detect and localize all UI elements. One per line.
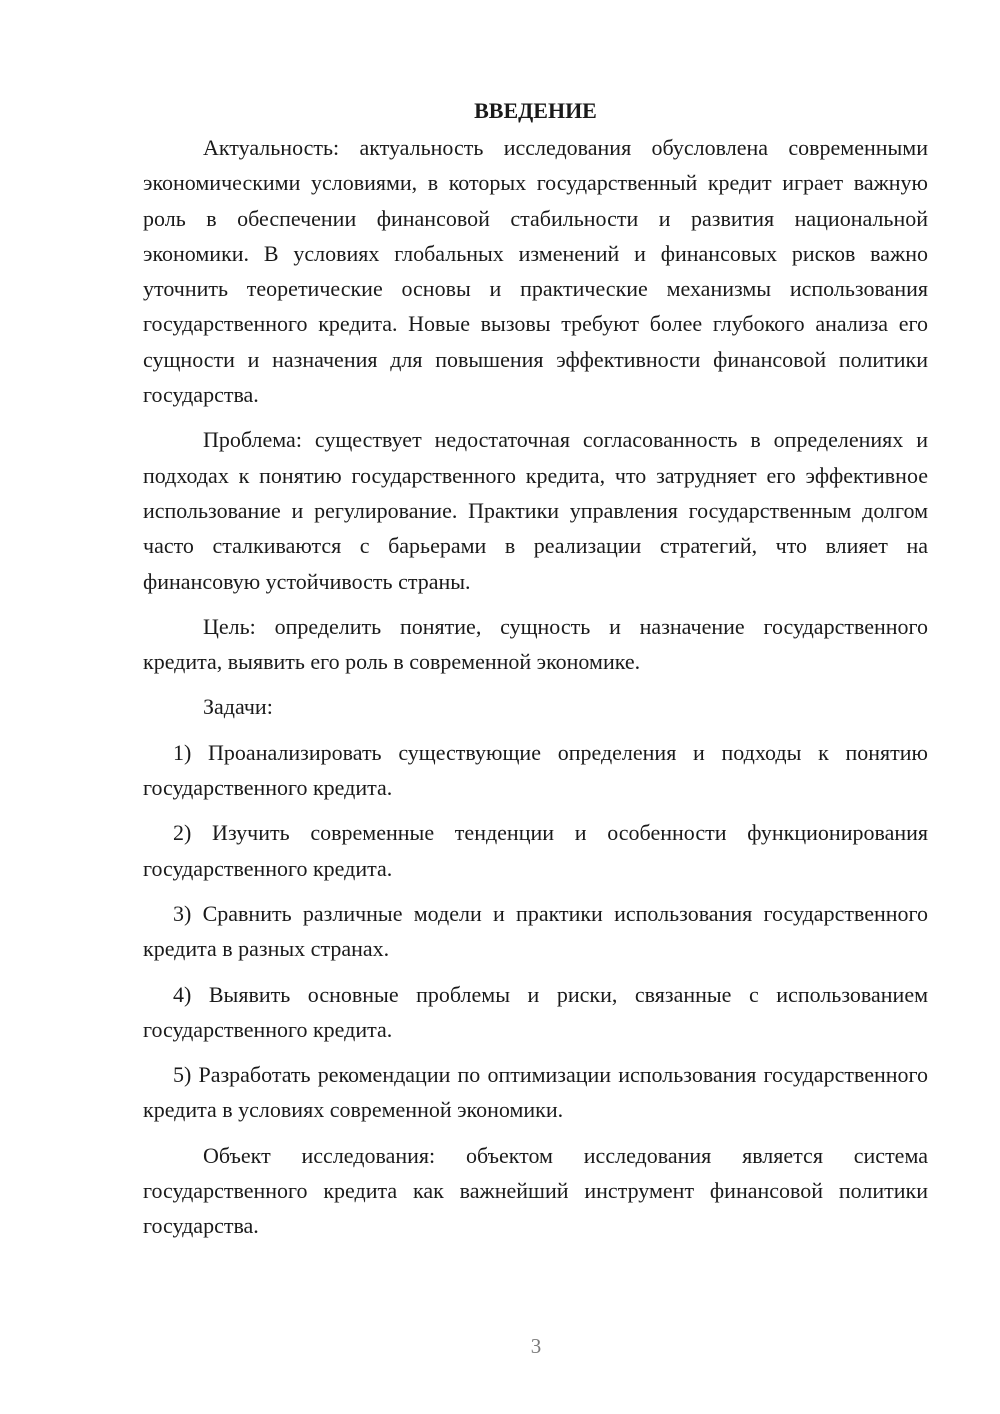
task-item-2: 2) Изучить современные тенденции и особенности функционирования государственного кредита. [143, 820, 928, 881]
object-paragraph: Объект исследования: объектом исследования является система государственного кредита как важнейший инструмент финансовой политики государства. [143, 1142, 928, 1239]
document-page [143, 96, 928, 1254]
page-number: 3 [530, 1334, 542, 1358]
tasks-label: Задачи: [203, 694, 273, 720]
problem-paragraph: Проблема: существует недостаточная согласованность в определениях и подходах к понятию государственного кредита, что затрудняет его эффективное использование и регулирование. Практики управления государственным долгом часто сталкиваются с барьерами в реализации стратегий, что влияет на финансовую устойчивость страны. [143, 427, 928, 594]
task-item-5: 5) Разработать рекомендации по оптимизации использования государственного кредита в условиях современной экономики. [143, 1062, 928, 1123]
section-heading: ВВЕДЕНИЕ [474, 98, 597, 123]
task-item-3: 3) Сравнить различные модели и практики использования государственного кредита в разных странах. [143, 900, 928, 962]
relevance-paragraph: Актуальность: актуальность исследования обусловлена современными экономическими условиями, в которых государственный кредит играет важную роль в обеспечении финансовой стабильности и развития национальной экономики. В условиях глобальных изменений и финансовых рисков важно уточнить теоретические основы и практические механизмы использования государственного кредита. Новые вызовы требуют более глубокого анализа его сущности и назначения для повышения эффективности финансовой политики государства. [143, 135, 928, 408]
goal-paragraph: Цель: определить понятие, сущность и назначение государственного кредита, выявить его роль в современной экономике. [143, 613, 928, 675]
task-item-1: 1) Проанализировать существующие определения и подходы к понятию государственного кредита. [143, 739, 928, 801]
task-item-4: 4) Выявить основные проблемы и риски, связанные с использованием государственного кредита. [143, 981, 928, 1042]
